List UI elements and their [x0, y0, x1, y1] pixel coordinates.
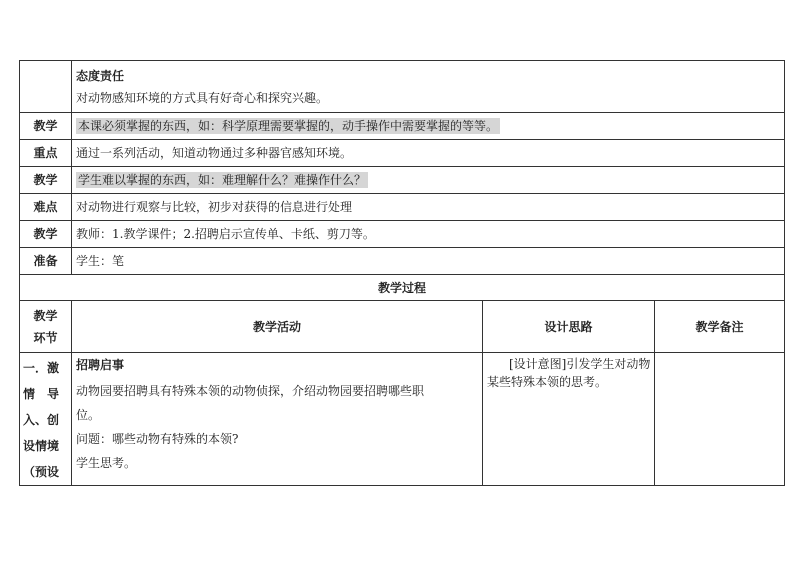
activity-line-3: 问题：哪些动物有特殊的本领? [76, 432, 239, 446]
stage-cell [20, 353, 72, 486]
activity-line-1: 动物园要招聘具有特殊本领的动物侦探，介绍动物园要招聘哪些职 [76, 384, 425, 398]
preparation-student: 学生：笔 [72, 248, 785, 275]
activity-line-4: 学生思考。 [76, 456, 137, 470]
stage-line-3: 入、创 [23, 413, 60, 427]
preparation-teacher: 教师：1.教学课件；2.招聘启示宣传单、卡纸、剪刀等。 [72, 221, 785, 248]
activity-cell [72, 353, 483, 486]
design-line-1: [设计意图]引发学生对动物 [509, 357, 651, 371]
design-line-2: 某些特殊本领的思考。 [487, 375, 608, 389]
difficulties-text: 对动物进行观察与比较，初步对获得的信息进行处理 [72, 194, 785, 221]
stage-line-1: 一．激 [23, 361, 60, 375]
attitude-text: 对动物感知环境的方式具有好奇心和探究兴趣。 [76, 90, 329, 105]
design-cell [483, 353, 655, 486]
attitude-title: 态度责任 [76, 68, 125, 83]
difficulties-hint: 学生难以掌握的东西，如：难理解什么？难操作什么？ [78, 173, 367, 187]
process-title-row [20, 275, 785, 301]
key-points-cell-1 [72, 113, 785, 140]
process-title: 教学过程 [20, 275, 785, 301]
key-points-label-1: 教学 [20, 113, 72, 140]
activity-header: 教学活动 [72, 301, 483, 353]
activity-line-2: 位。 [76, 408, 101, 422]
key-points-row-1 [20, 113, 785, 140]
difficulties-row-1 [20, 167, 785, 194]
key-points-row-2 [20, 140, 785, 167]
attitude-content-cell [72, 61, 785, 113]
difficulties-label-1: 教学 [20, 167, 72, 194]
difficulties-row-2 [20, 194, 785, 221]
preparation-row-2 [20, 248, 785, 275]
attitude-row [20, 61, 785, 113]
key-points-label-2: 重点 [20, 140, 72, 167]
process-body-row [20, 353, 785, 486]
stage-header [20, 301, 72, 353]
preparation-label-1: 教学 [20, 221, 72, 248]
process-header-row [20, 301, 785, 353]
notes-header: 教学备注 [655, 301, 785, 353]
stage-header-2: 环节 [33, 330, 58, 345]
difficulties-label-2: 难点 [20, 194, 72, 221]
difficulties-cell-1 [72, 167, 785, 194]
design-header: 设计思路 [483, 301, 655, 353]
activity-title: 招聘启事 [76, 358, 125, 372]
stage-line-2: 情 导 [23, 387, 60, 401]
stage-line-5: （预设 [23, 465, 60, 479]
key-points-hint: 本课必须掌握的东西，如：科学原理需要掌握的，动手操作中需要掌握的等等。 [78, 119, 499, 133]
stage-line-4: 设情境 [23, 439, 60, 453]
lesson-plan-table [19, 60, 785, 486]
preparation-row-1 [20, 221, 785, 248]
key-points-text: 通过一系列活动，知道动物通过多种器官感知环境。 [72, 140, 785, 167]
stage-header-1: 教学 [33, 308, 58, 323]
preparation-label-2: 准备 [20, 248, 72, 275]
attitude-label-cell [20, 61, 72, 113]
notes-cell [655, 353, 785, 486]
